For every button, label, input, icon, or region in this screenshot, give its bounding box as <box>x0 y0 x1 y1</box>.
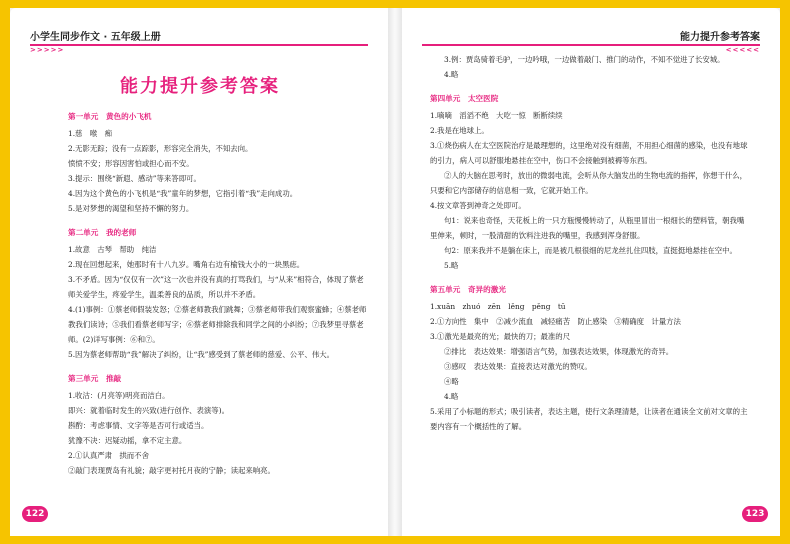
answer-line: 4.略 <box>444 70 459 79</box>
page-title: 能力提升参考答案 <box>120 76 280 97</box>
right-page-header: 能力提升参考答案 <box>680 32 760 43</box>
answer-line: 3.提示：围绕“新遐、感动”等来答即可。 <box>68 174 201 183</box>
answer-line: ②敲门表现贾岛有礼貌；敲字更衬托月夜的宁静；读起来响亮。 <box>68 466 275 475</box>
answer-line: 5.是对梦想的渴望和坚持不懈的努力。 <box>68 204 194 213</box>
answer-line: 愤愤不安；形容因害怕或担心而不安。 <box>68 159 194 168</box>
section-title: 第一单元 黄色的小飞机 <box>68 112 152 121</box>
section-title: 第三单元 推敲 <box>68 374 122 383</box>
answer-line: 5.因为蔡老师帮助“我”解决了纠纷，让“我”感受到了蔡老师的慈爱、公平、伟大。 <box>68 350 335 359</box>
left-header-rule <box>30 44 368 46</box>
left-page <box>10 8 388 536</box>
answer-line: 2.现在回想起来，她那时有十八九岁。嘴角右边有榆钱大小的一块黑痣。 <box>68 260 305 269</box>
left-arrows: >>>>> <box>30 46 65 54</box>
book-gutter <box>388 8 402 536</box>
section-title: 第二单元 我的老师 <box>68 228 137 237</box>
answer-line: 5.略 <box>444 261 459 270</box>
answer-line: 3.例：贾岛骑着毛驴，一边吟哦，一边做着敲门、推门的动作，不知不觉进了长安城。 <box>444 55 725 64</box>
answer-line: 2.无影无踪；没有一点踪影，形容完全消失，不知去向。 <box>68 144 253 153</box>
answer-line: 3.①激光是最亮的光；最快的刀；最准的尺 <box>430 332 571 341</box>
answer-line: 句2：原来我并不是躺在床上，而是被几根很细的尼龙丝扎住四肢，直挺挺地悬挂在空中。 <box>444 246 737 255</box>
right-header-rule <box>422 44 760 46</box>
answer-line: 4.按文章答到神奇之处即可。 <box>430 201 526 210</box>
answer-line: 即兴：就着临时发生的兴致(进行创作、表演等)。 <box>68 406 229 415</box>
right-arrows: <<<<< <box>725 46 760 54</box>
answer-line: 1.xuān zhuó zēn lěng pěng tū <box>430 302 566 311</box>
answer-line: 2.我是在地球上。 <box>430 126 489 135</box>
answer-line: 2.①方向性 集中 ②减少流血 减轻痛苦 防止感染 ③精确度 计量方法 <box>430 317 681 326</box>
answer-line: ④略 <box>444 377 459 386</box>
left-column <box>68 100 368 478</box>
right-page <box>402 8 780 536</box>
answer-line: 1.收沽：(月亮等)明亮而洁白。 <box>68 391 170 400</box>
answer-line: 句1：说来也奇怪，天花板上的一只方瓶慢慢转动了，从瓶里冒出一根细长的塑料管，朝我嘴里伸来，顿时，一股清甜的饮料注进我的嘴里，我感到浑身舒服。 <box>430 216 745 240</box>
left-page-header: 小学生同步作文 · 五年级上册 <box>30 32 161 43</box>
section-title: 第四单元 太空医院 <box>430 94 499 103</box>
answer-line: 5.采用了小标题的形式；吸引读者，表达主题，使行文条理清楚，让读者在通读全文前对文章的主要内容有一个概括性的了解。 <box>430 407 748 431</box>
answer-line: ②排比 表达效果：增强语言气势，加强表达效果，体现激光的奇异。 <box>444 347 674 356</box>
answer-line: 1.故意 古琴 帮助 纯洁 <box>68 245 157 254</box>
answer-line: 3.不矛盾。因为“仅仅有一次”这一次也并没有真的打骂我们，与“从来”相符合，体现了蔡老师关爱学生，疼爱学生，温柔善良的品质，所以并不矛盾。 <box>68 275 364 299</box>
answer-line: 4.因为这个黄色的小飞机是“我”童年的梦想，它指引着“我”走向成功。 <box>68 189 298 198</box>
right-column <box>430 52 748 434</box>
answer-line: 斟酌：考虑事情、文字等是否可行或适当。 <box>68 421 209 430</box>
answer-line: ②人的大脑在思考时，放出的微弱电流，会听从你大脑发出的生物电流的指挥，你想干什么，只要和它内部储存的信息相一致，它就开始工作。 <box>430 171 748 195</box>
answer-line: 4.(1)事例：①蔡老师假装发怒；②蔡老师教我们跳舞；③蔡老师带我们观察蜜蜂；④蔡老师教我们读诗；⑤我们看蔡老师写字；⑥蔡老师排除我和同学之间的小纠纷；⑦我梦里寻蔡老师。(2)详写事例：⑥和⑦。 <box>68 305 367 344</box>
answer-line: 1.嘀嘀 滔滔不绝 大吃一惊 断断续续 <box>430 111 563 120</box>
book-spread <box>10 8 780 536</box>
answer-line: 2.①认真严肃 拱而不舍 <box>68 451 149 460</box>
answer-line: ③感叹 表达效果：直接表达对激光的赞叹。 <box>444 362 592 371</box>
answer-line: 1.慈 喉 痴 <box>68 129 113 138</box>
page-number: 122 <box>22 506 48 522</box>
page-number: 123 <box>742 506 768 522</box>
answer-line: 4.略 <box>444 392 459 401</box>
answer-line: 犹豫不决：迟疑动摇，拿不定主意。 <box>68 436 187 445</box>
section-title: 第五单元 奇异的激光 <box>430 285 506 294</box>
answer-line: 3.①烧伤病人在太空医院治疗是最理想的，这里绝对没有细菌，不用担心细菌的感染，也没有地球的引力，病人可以舒服地悬挂在空中，伤口不会接触到被褥等东西。 <box>430 141 748 165</box>
